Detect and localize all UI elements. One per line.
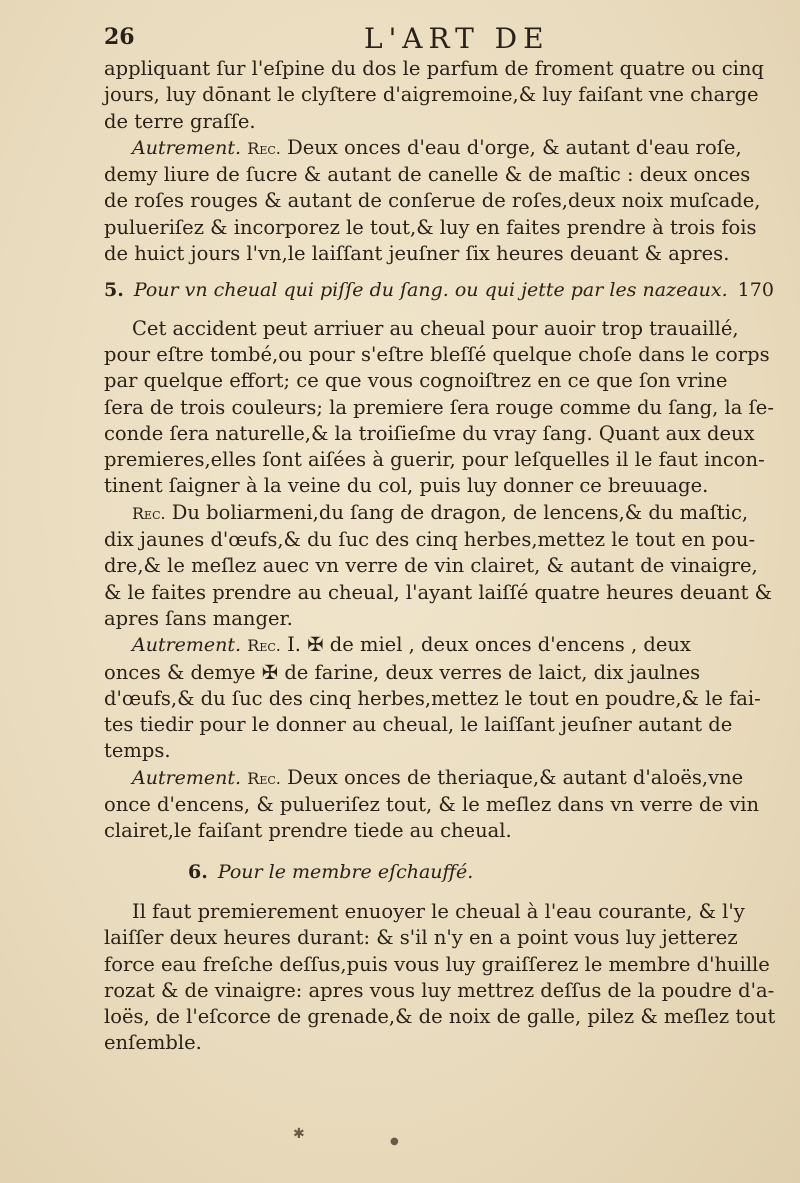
recipe-label: Autrement.	[132, 634, 242, 657]
text-line: dre,& le meſlez auec vn verre de vin clairet, & autant de vinaigre,	[104, 554, 758, 578]
text-line: pour eſtre tombé,ou pour s'eſtre bleſſé quelque choſe dans le corps	[104, 342, 770, 366]
ornament-dot: ●	[390, 1136, 399, 1147]
text-line: de roſes rouges & autant de conſerue de roſes,deux noix muſcade,	[104, 189, 761, 213]
text-line: onces & demye ✠ de farine, deux verres de laict, dix jaulnes	[104, 660, 701, 684]
text-line: appliquant ſur l'eſpine du dos le parfum de froment quatre ou cinq	[104, 57, 764, 80]
text-span: Du boliarmeni,du ſang de dragon, de lencens,& du maſtic,	[165, 500, 749, 524]
text-line: demy liure de ſucre & autant de canelle & de maſtic : deux onces	[104, 163, 751, 187]
text-line: loës, de l'eſcorce de grenade,& de noix de galle, pilez & meſlez tout	[104, 1005, 776, 1029]
text-line	[104, 899, 768, 925]
text-line: dix jaunes d'œufs,& du ſuc des cinq herbes,mettez le tout en pou-	[104, 528, 756, 552]
text-line: ſera de trois couleurs; la premiere ſera rouge comme du ſang, la ſe-	[104, 395, 774, 419]
text-line: pulueriſez & incorporez le tout,& luy en faites prendre à trois fois	[104, 215, 757, 239]
section-title: Pour le membre eſchauffé.	[217, 860, 474, 883]
text-line: premieres,elles ſont aiſées à guerir, pour leſquelles il le faut incon-	[104, 448, 765, 472]
text-line: conde ſera naturelle,& la troiſieſme du vray ſang. Quant aux deux	[104, 421, 755, 445]
text-span: Cet accident peut arriuer au cheual pour auoir trop trauaillé,	[132, 316, 739, 340]
ornament-mark: ✱	[293, 1126, 305, 1142]
section-number: 5.	[104, 279, 124, 302]
recipe-abbrev: Rec.	[247, 636, 281, 656]
section-title: Pour vn cheual qui piſſe du ſang. ou qui jette par les nazeaux.	[133, 279, 728, 302]
running-title: L'ART DE	[364, 22, 550, 55]
text-span: I. ✠ de miel , deux onces d'encens , deux	[280, 633, 691, 657]
recipe-abbrev: Rec.	[132, 503, 166, 523]
text-line: tinent ſaigner à la veine du col, puis luy donner ce breuuage.	[104, 474, 709, 498]
recipe-label: Autrement.	[132, 766, 242, 789]
recipe-label: Autrement.	[132, 136, 242, 159]
section-number: 6.	[188, 860, 208, 883]
text-line: laiſſer deux heures durant: & s'il n'y en a point vous luy jetterez	[104, 926, 738, 950]
text-line: enſemble.	[104, 1031, 202, 1055]
text-line	[104, 135, 768, 162]
section-heading	[104, 277, 774, 303]
page-header	[104, 20, 764, 60]
text-span: Deux onces d'eau d'orge, & autant d'eau roſe,	[280, 135, 742, 159]
text-line: temps.	[104, 739, 171, 763]
text-line: par quelque effort; ce que vous cognoiſtrez en ce que ſon vrine	[104, 369, 728, 393]
text-line: d'œufs,& du ſuc des cinq herbes,mettez le tout en poudre,& le fai-	[104, 686, 761, 710]
text-line	[104, 500, 768, 527]
recipe-abbrev: Rec.	[247, 768, 281, 788]
text-line: apres ſans manger.	[104, 606, 293, 630]
text-line: once d'encens, & pulueriſez tout, & le meſlez dans vn verre de vin	[104, 793, 760, 817]
text-line	[104, 316, 768, 342]
text-line	[104, 765, 768, 792]
text-line: tes tiedir pour le donner au cheual, le laiſſant jeuſner autant de	[104, 713, 733, 737]
text-line: rozat & de vinaigre: apres vous luy mettrez deſſus de la poudre d'a-	[104, 978, 775, 1002]
text-line: jours, luy dōnant le clyſtere d'aigremoine,& luy faiſant vne charge	[104, 83, 759, 107]
text-line	[104, 632, 768, 659]
text-span: Il faut premierement enuoyer le cheual à l'eau courante, & l'y	[132, 899, 745, 923]
text-line: clairet,le faiſant prendre tiede au cheual.	[104, 819, 512, 843]
text-line: de terre graſſe.	[104, 109, 256, 133]
text-line: force eau freſche deſſus,puis vous luy graiſſerez le membre d'huille	[104, 952, 770, 976]
section-heading	[104, 859, 768, 885]
section-ref: 170	[737, 279, 774, 302]
page-body	[104, 56, 776, 1057]
text-line: & le faites prendre au cheual, l'ayant laiſſé quatre heures deuant &	[104, 580, 773, 604]
recipe-abbrev: Rec.	[247, 138, 281, 158]
text-line: de huict jours l'vn,le laiſſant jeuſner ſix heures deuant & apres.	[104, 242, 730, 266]
text-span: Deux onces de theriaque,& autant d'aloës,vne	[280, 765, 744, 789]
page-number: 26	[104, 24, 135, 50]
